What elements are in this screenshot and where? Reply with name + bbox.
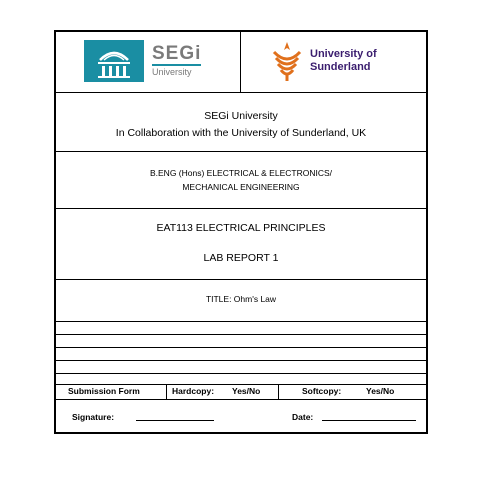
hardcopy-label: Hardcopy:	[172, 386, 215, 396]
divider-after-course	[56, 279, 426, 280]
softcopy-value: Yes/No	[366, 386, 395, 396]
blank-row-line-5	[56, 373, 426, 374]
cover-page-frame	[54, 30, 428, 434]
date-label: Date:	[292, 412, 314, 422]
segi-logo	[84, 40, 201, 82]
segi-building-icon	[84, 40, 144, 82]
submission-form-label: Submission Form	[68, 386, 140, 396]
sunderland-logo-line1: University of	[310, 48, 377, 60]
blank-row-line-1	[56, 321, 426, 322]
divider-after-logos	[56, 92, 426, 93]
lab-report-number: LAB REPORT 1	[203, 252, 279, 264]
divider-after-programme	[56, 208, 426, 209]
submission-row	[56, 384, 426, 399]
softcopy-label: Softcopy:	[302, 386, 342, 396]
date-line[interactable]	[322, 420, 416, 421]
divider-after-submission	[56, 399, 426, 400]
report-title: TITLE: Ohm's Law	[205, 294, 277, 304]
hardcopy-value: Yes/No	[232, 386, 261, 396]
programme-line2: MECHANICAL ENGINEERING	[182, 182, 300, 192]
heading-block	[56, 108, 426, 142]
course-code-title: EAT113 ELECTRICAL PRINCIPLES	[156, 222, 326, 234]
segi-logo-sub: University	[152, 64, 201, 78]
sunderland-crest-icon	[270, 40, 304, 82]
heading-university: SEGi University	[204, 110, 278, 122]
sunderland-logo-line2: Sunderland	[310, 61, 371, 73]
blank-row-line-3	[56, 347, 426, 348]
blank-row-line-4	[56, 360, 426, 361]
signature-label: Signature:	[72, 412, 115, 422]
divider-after-heading	[56, 151, 426, 152]
sunderland-logo	[270, 40, 377, 82]
heading-collaboration: In Collaboration with the University of Sunderland, UK	[115, 127, 367, 139]
footer-row	[56, 410, 426, 424]
blank-row-line-2	[56, 334, 426, 335]
signature-line[interactable]	[136, 420, 214, 421]
logo-divider	[240, 32, 241, 92]
programme-block	[56, 166, 426, 194]
segi-logo-name: SEGi	[152, 43, 202, 64]
programme-line1: B.ENG (Hons) ELECTRICAL & ELECTRONICS/	[149, 168, 332, 178]
